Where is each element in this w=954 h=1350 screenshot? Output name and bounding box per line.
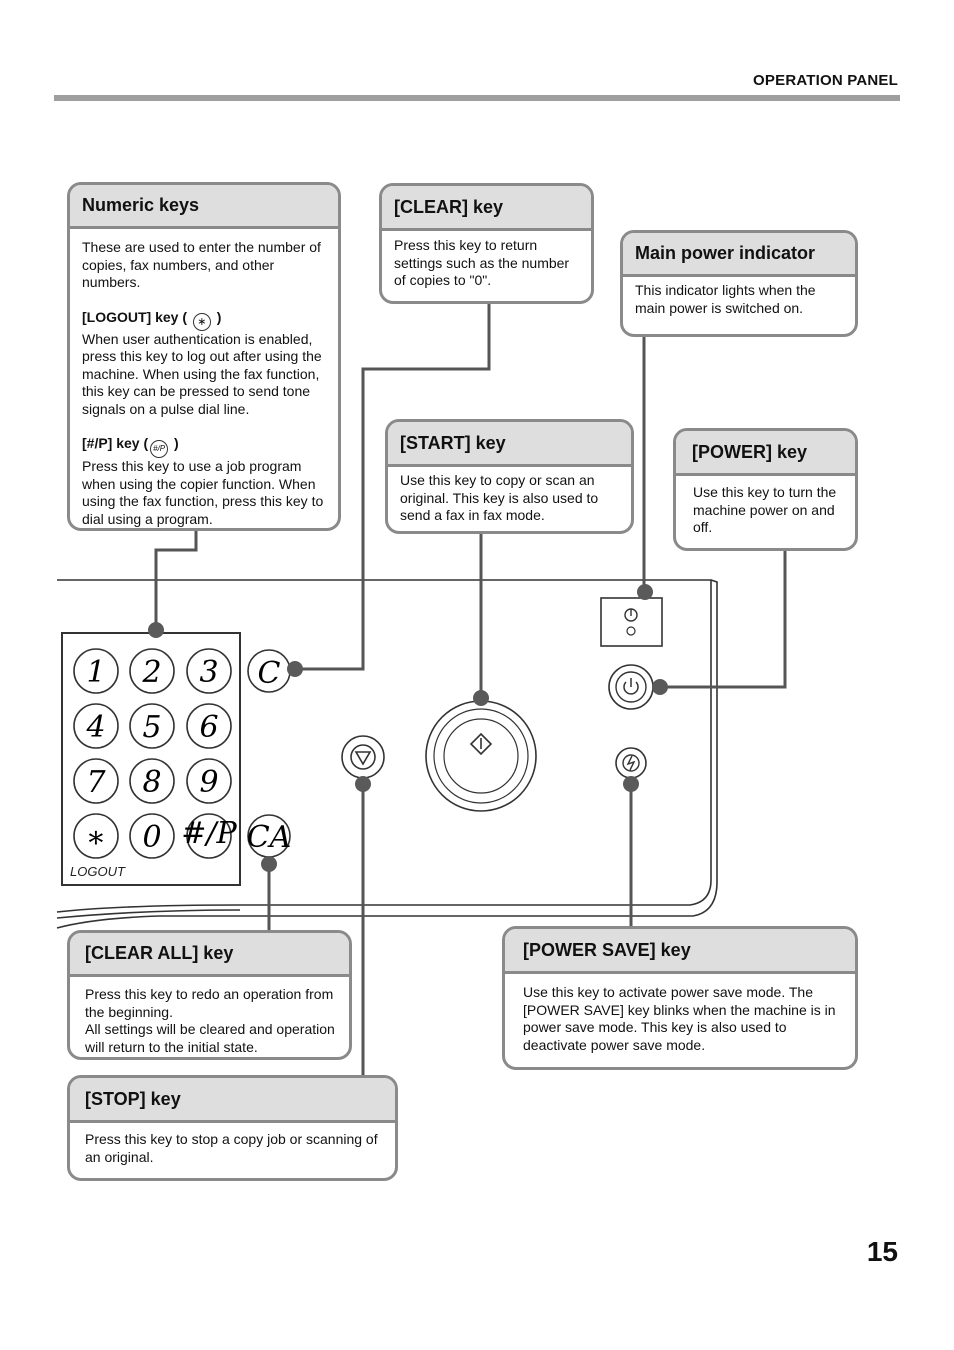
start-key-text: Use this key to copy or scan an original. This key is also used to send a fax in fax mode. — [400, 472, 599, 523]
keypad-key-label: 4 — [86, 710, 106, 745]
main-power-text: This indicator lights when the main power is switched on. — [635, 282, 816, 316]
hashp-key-heading: [#/P] key ( #/P ) — [82, 435, 326, 458]
start-key[interactable] — [426, 701, 536, 811]
keypad-key-9[interactable] — [74, 814, 118, 858]
keypad-key-4[interactable] — [130, 704, 174, 748]
clear-key-callout — [379, 183, 594, 304]
stop-key[interactable] — [342, 736, 384, 778]
page-number: 15 — [866, 1236, 898, 1267]
keypad-key-8[interactable] — [187, 759, 231, 803]
numeric-keys-title: Numeric keys — [70, 185, 338, 229]
power-key[interactable] — [609, 665, 653, 709]
clear-key-title: [CLEAR] key — [382, 186, 591, 231]
start-key-callout — [385, 419, 634, 534]
power-key-callout — [673, 428, 858, 551]
clear-all-key-callout — [67, 930, 352, 1060]
clear-key-label: C — [257, 656, 281, 691]
keypad-key-10[interactable] — [130, 814, 174, 858]
power-key-text: Use this key to turn the machine power on and off. — [693, 484, 837, 535]
keypad-key-label: 9 — [199, 765, 219, 800]
clear-all-key-text-1: Press this key to redo an operation from the beginning. — [85, 986, 334, 1020]
power-save-key-text: Use this key to activate power save mode. The [POWER SAVE] key blinks when the machine is in power save mode. This key is also used to deactivate power save mode. — [523, 984, 836, 1053]
power-key-title: [POWER] key — [676, 431, 855, 476]
numeric-keys-callout — [67, 182, 341, 531]
power-save-key-title: [POWER SAVE] key — [505, 929, 855, 974]
keypad-key-label: ∗ — [85, 820, 107, 855]
keypad-key-3[interactable] — [74, 704, 118, 748]
hashp-key-text: Press this key to use a job program when using the copier function. When using the fax function, press this key to dial using a program. — [82, 458, 324, 527]
program-icon: #/P — [150, 440, 168, 458]
keypad-key-label: 3 — [199, 655, 219, 690]
keypad-key-2[interactable] — [187, 649, 231, 693]
keypad-key-label: 8 — [142, 765, 162, 800]
clear-all-key-title: [CLEAR ALL] key — [70, 933, 349, 977]
keypad-key-label: #/P — [181, 816, 237, 851]
clear-key-text: Press this key to return settings such as the number of copies to "0". — [394, 237, 570, 288]
logout-icon: ∗ — [193, 313, 211, 331]
clear-key[interactable] — [248, 650, 290, 692]
keypad-key-1[interactable] — [130, 649, 174, 693]
numeric-keys-intro: These are used to enter the number of copies, fax numbers, and other numbers. — [82, 239, 321, 290]
section-title: OPERATION PANEL — [753, 72, 898, 89]
logout-key-text: When user authentication is enabled, press this key to log out after using the machine. When using the fax function, this key can be pressed to send tone signals on a pulse dial line. — [82, 330, 322, 417]
keypad-key-label: 6 — [199, 710, 219, 745]
start-key-title: [START] key — [388, 422, 631, 467]
power-save-key[interactable] — [616, 748, 646, 778]
power-save-key-callout — [502, 926, 858, 1070]
clear-all-key[interactable] — [247, 815, 292, 857]
clear-all-key-label: CA — [246, 820, 292, 855]
clear-all-key-text-2: All settings will be cleared and operation will return to the initial state. — [85, 1021, 335, 1055]
keypad-key-label: 2 — [142, 655, 162, 690]
main-power-callout — [620, 230, 858, 337]
keypad-key-0[interactable] — [74, 649, 118, 693]
stop-key-text: Press this key to stop a copy job or scanning of an original. — [85, 1131, 378, 1165]
keypad-key-6[interactable] — [74, 759, 118, 803]
keypad-key-5[interactable] — [187, 704, 231, 748]
main-power-title: Main power indicator — [623, 233, 855, 277]
keypad-key-label: 0 — [142, 820, 162, 855]
main-power-indicator — [601, 598, 662, 646]
keypad-key-label: 5 — [142, 710, 162, 745]
logout-label: LOGOUT — [70, 864, 125, 879]
logout-key-heading: [LOGOUT] key ( ∗ ) — [82, 309, 326, 331]
stop-key-callout — [67, 1075, 398, 1181]
stop-key-title: [STOP] key — [70, 1078, 395, 1123]
keypad-key-label: 1 — [86, 655, 106, 690]
keypad-key-label: 7 — [86, 765, 106, 800]
keypad-key-7[interactable] — [130, 759, 174, 803]
